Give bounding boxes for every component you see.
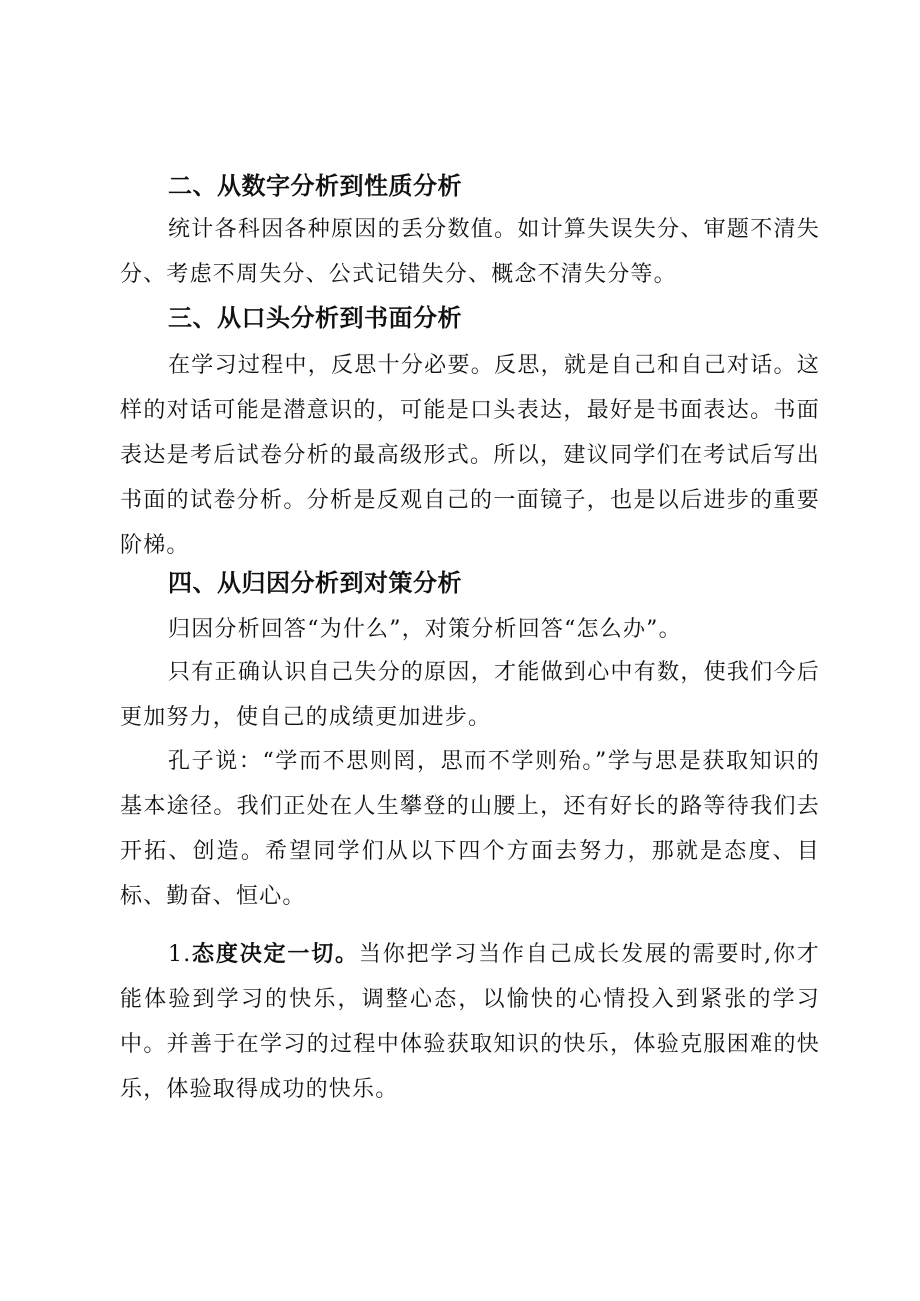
section-4-paragraph-2: 只有正确认识自己失分的原因，才能做到心中有数，使我们今后更加努力，使自己的成绩更加进步。 [120,660,820,730]
section-3-paragraph: 在学习过程中，反思十分必要。反思，就是自己和自己对话。这样的对话可能是潜意识的，可能是口头表达，最好是书面表达。书面表达是考后试卷分析的最高级形式。所以，建议同学们在考试后写出书面的试卷分析。分析是反观自己的一面镜子，也是以后进步的重要阶梯。 [120,353,820,558]
section-heading-3: 三、从口头分析到书面分析 [168,304,462,332]
point-1-text: 当你把学习当作自己成长发展的需要时,你才能体验到学习的快乐，调整心态，以愉快的心情投入到紧张的学习中。并善于在学习的过程中体验获取知识的快乐，体验克服困难的快乐，体验取得成功的快乐。 [120,942,820,1102]
section-heading-2: 二、从数字分析到性质分析 [168,172,462,200]
section-2-paragraph: 统计各科因各种原因的丢分数值。如计算失误失分、审题不清失分、考虑不周失分、公式记错失分、概念不清失分等。 [120,217,820,287]
section-heading-4: 四、从归因分析到对策分析 [168,569,462,597]
point-1-paragraph [120,932,820,1112]
section-4-paragraph-1: 归因分析回答“为什么”，对策分析回答“怎么办”。 [168,617,682,642]
point-1-number: 1. [168,942,192,967]
section-4-paragraph-3: 孔子说：“学而不思则罔，思而不学则殆。”学与思是获取知识的基本途径。我们正处在人生攀登的山腰上，还有好长的路等待我们去开拓、创造。希望同学们从以下四个方面去努力，那就是态度、目标、勤奋、恒心。 [120,749,820,909]
point-1-bold-title: 态度决定一切。 [191,941,359,967]
